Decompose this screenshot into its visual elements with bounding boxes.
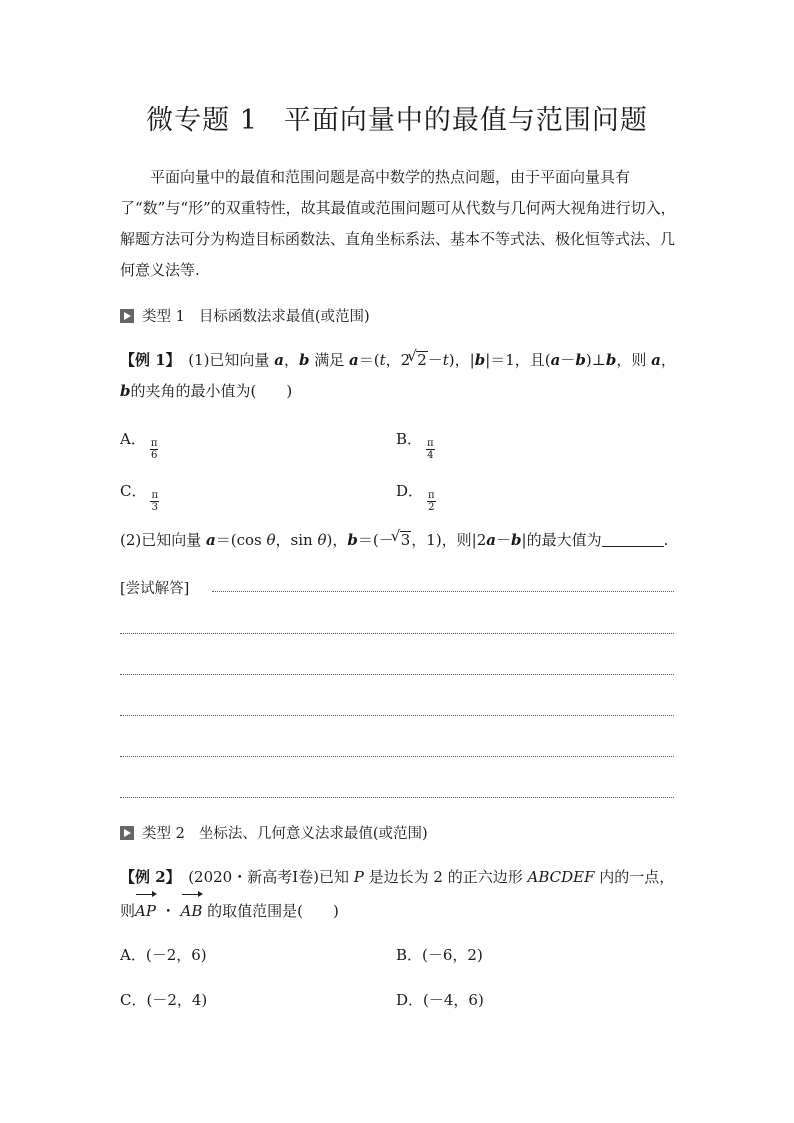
sqrt-radical: √ 2 bbox=[416, 351, 428, 368]
play-triangle-icon bbox=[120, 309, 134, 323]
ex2-option-b[interactable]: B．(－6，2) bbox=[396, 946, 483, 964]
vector-ap: AP bbox=[135, 893, 156, 927]
answer-line[interactable] bbox=[212, 591, 674, 592]
title-text: 平面向量中的最值与范围问题 bbox=[283, 105, 648, 136]
sqrt-radical: √ 3 bbox=[400, 531, 412, 548]
example1-part2: (2)已知向量 a＝(cos θ，sin θ)，b＝(－√ 3，1)，则|2a－b|的最大值为 . bbox=[120, 525, 680, 556]
page-title bbox=[0, 98, 794, 137]
play-triangle-icon bbox=[120, 826, 134, 840]
fraction: $\frac{\pi}{4}$ bbox=[427, 438, 434, 461]
type2-label: 类型 2 bbox=[142, 826, 185, 842]
example2-tag: 【例 2】 bbox=[120, 868, 174, 886]
ex1-option-b[interactable]: B． $\frac{\pi}{4}$ bbox=[396, 430, 434, 461]
answer-line[interactable] bbox=[120, 797, 674, 798]
ex2-option-d[interactable]: D．(－4，6) bbox=[396, 991, 484, 1009]
type1-label: 类型 1 bbox=[142, 309, 185, 325]
answer-line[interactable] bbox=[120, 633, 674, 634]
answer-line[interactable] bbox=[120, 674, 674, 675]
fraction: $\frac{\pi}{2}$ bbox=[428, 490, 435, 513]
fraction: $\frac{\pi}{3}$ bbox=[151, 490, 159, 513]
ex1-option-c[interactable]: C． $\frac{\pi}{3}$ bbox=[120, 482, 159, 513]
answer-blank[interactable] bbox=[602, 532, 664, 547]
type2-heading bbox=[120, 822, 428, 843]
title-label: 微专题 1 bbox=[146, 105, 258, 136]
try-answer-label: [尝试解答] bbox=[120, 581, 190, 597]
ex1-option-a[interactable]: A． $\frac{\pi}{6}$ bbox=[120, 430, 158, 461]
example1-tag: 【例 1】 bbox=[120, 351, 174, 369]
example2: 【例 2】 (2020・新高考Ⅰ卷)已知 P 是边长为 2 的正六边形 ABCDEF 内的一点， 则AP ・ AB 的取值范围是( ) bbox=[120, 862, 680, 927]
ex1-option-d[interactable]: D． $\frac{\pi}{2}$ bbox=[396, 482, 435, 513]
type1-heading bbox=[120, 305, 370, 326]
type1-text: 目标函数法求最值(或范围) bbox=[198, 309, 370, 325]
ex2-option-c[interactable]: C．(－2，4) bbox=[120, 991, 208, 1009]
type2-text: 坐标法、几何意义法求最值(或范围) bbox=[198, 826, 428, 842]
fraction: $\frac{\pi}{6}$ bbox=[150, 438, 158, 461]
intro-paragraph: 平面向量中的最值和范围问题是高中数学的热点问题，由于平面向量具有了“数”与“形”的双重特性，故其最值或范围问题可从代数与几何两大视角进行切入，解题方法可分为构造目标函数法、直角坐标系法、基本不等式法、极化恒等式法、几何意义法等. bbox=[120, 168, 676, 279]
answer-line[interactable] bbox=[120, 715, 674, 716]
vector-ab: AB bbox=[181, 893, 203, 927]
answer-line[interactable] bbox=[120, 756, 674, 757]
example1-part1: 【例 1】 (1)已知向量 a，b 满足 a＝(t，2√ 2－t)，|b|＝1，且(a－b)⊥b，则 a，b的夹角的最小值为( ) bbox=[120, 345, 680, 407]
ex2-option-a[interactable]: A．(－2，6) bbox=[120, 946, 207, 964]
